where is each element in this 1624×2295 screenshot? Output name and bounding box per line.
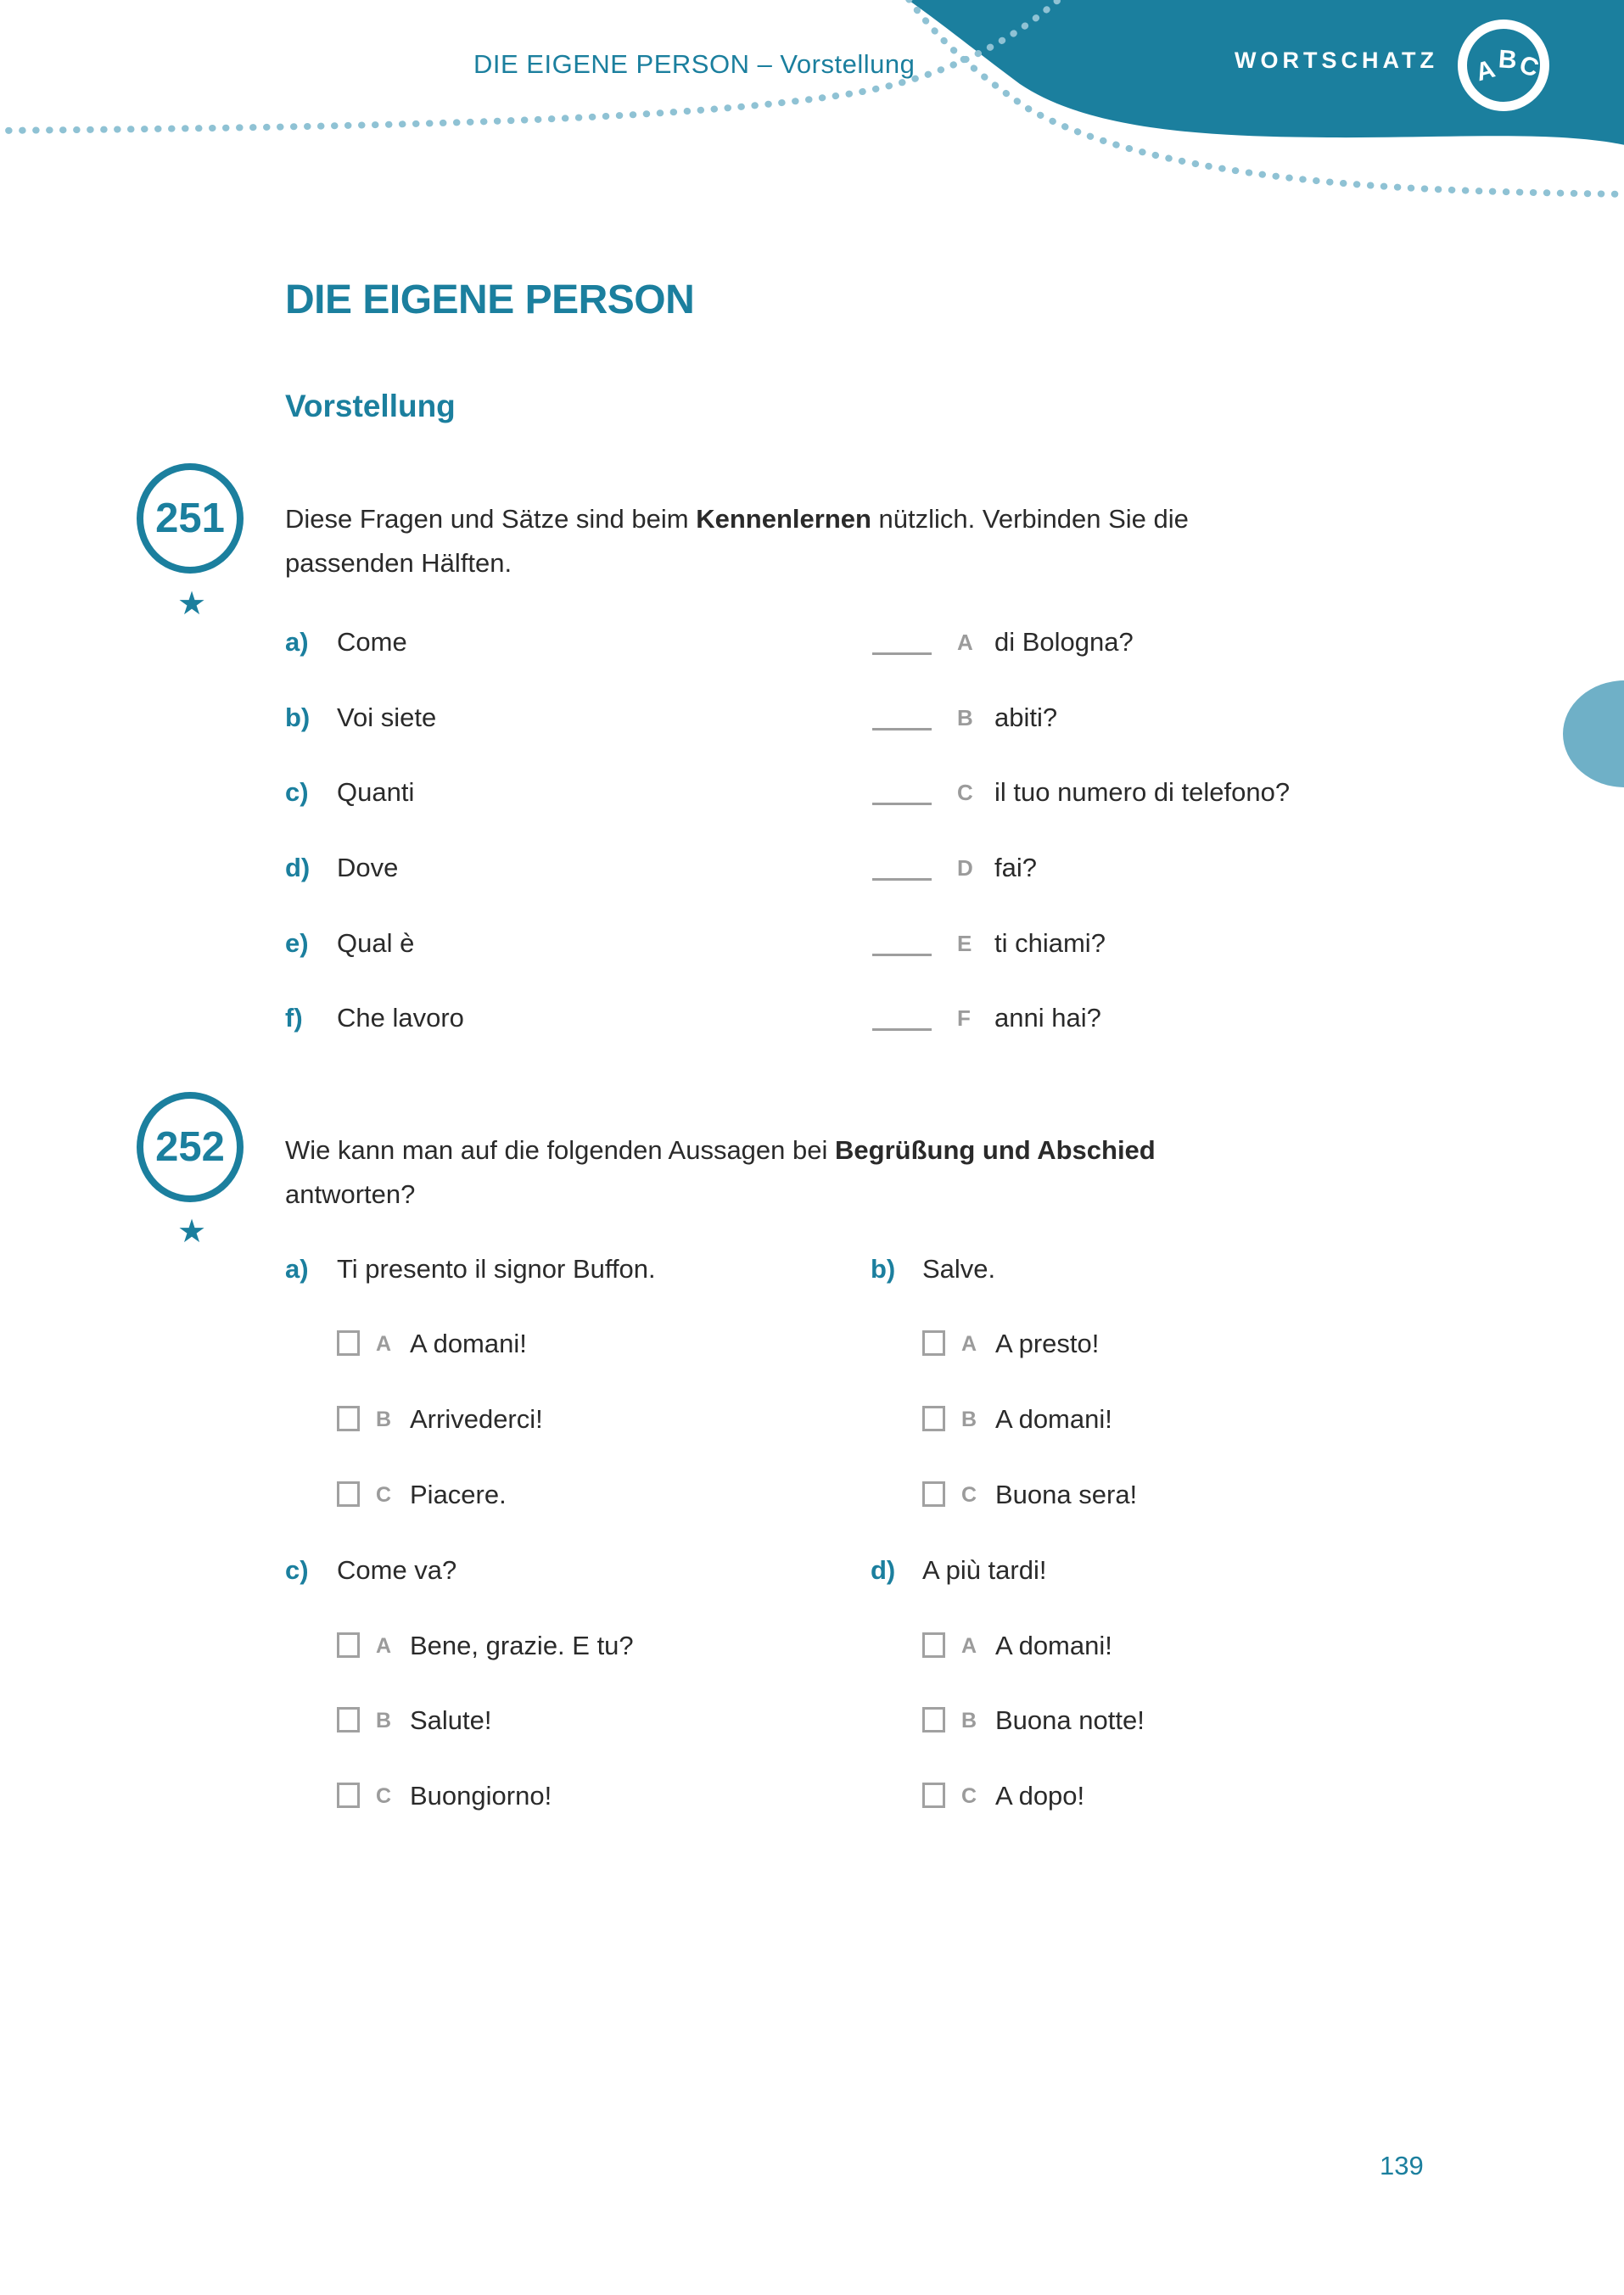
badge-letter-b: B (1497, 45, 1518, 75)
match-row (285, 770, 1558, 814)
question-letter: b) (871, 1254, 896, 1284)
question-letter: d) (871, 1555, 896, 1585)
item-text: Dove (337, 853, 399, 882)
difficulty-star-252: ★ (176, 1214, 207, 1250)
section-subtitle: Vorstellung (285, 389, 456, 423)
option-text: Buona sera! (995, 1480, 1138, 1509)
checkbox[interactable] (337, 1707, 360, 1732)
item-text: Come (337, 627, 407, 657)
answer-blank[interactable] (872, 1028, 932, 1031)
answer-option (871, 1774, 1624, 1818)
item-text: Voi siete (337, 702, 437, 732)
answer-option (871, 1322, 1624, 1366)
item-letter: d) (285, 853, 311, 882)
option-letter: A (957, 630, 973, 655)
option-text: di Bologna? (994, 627, 1134, 657)
item-text: Quanti (337, 777, 415, 807)
instruction-252-line2: antworten? (285, 1179, 416, 1209)
item-letter: f) (285, 1003, 303, 1033)
checkbox[interactable] (922, 1783, 945, 1808)
option-letter: C (376, 1784, 392, 1808)
item-letter: a) (285, 627, 309, 657)
page-number: 139 (1380, 2151, 1424, 2180)
question-text: Ti presento il signor Buffon. (337, 1254, 656, 1284)
option-letter: B (961, 1408, 977, 1431)
option-text: ti chiami? (994, 928, 1106, 958)
difficulty-star-251: ★ (176, 586, 207, 622)
answer-blank[interactable] (872, 728, 932, 730)
checkbox[interactable] (337, 1632, 360, 1658)
question-text: Come va? (337, 1555, 457, 1585)
checkbox[interactable] (922, 1330, 945, 1356)
category-label: WORTSCHATZ (1235, 48, 1438, 73)
checkbox[interactable] (922, 1632, 945, 1658)
answer-blank[interactable] (872, 954, 932, 956)
question-letter: a) (285, 1254, 309, 1284)
page-edge-tab (1563, 680, 1624, 787)
instruction-251-line1 (285, 497, 1189, 541)
checkbox[interactable] (337, 1406, 360, 1431)
option-text: A domani! (410, 1329, 527, 1358)
item-letter: b) (285, 702, 311, 732)
instruction-text: nützlich. Verbinden Sie die (871, 504, 1189, 534)
match-row (285, 921, 1558, 966)
option-text: anni hai? (994, 1003, 1101, 1033)
option-text: Bene, grazie. E tu? (410, 1631, 634, 1660)
item-letter: e) (285, 928, 309, 958)
option-text: fai? (994, 853, 1037, 882)
item-text: Che lavoro (337, 1003, 464, 1033)
option-text: Buona notte! (995, 1705, 1145, 1735)
option-letter: C (957, 780, 973, 805)
option-text: il tuo numero di telefono? (994, 777, 1291, 807)
option-text: abiti? (994, 702, 1058, 732)
instruction-text: Wie kann man auf die folgenden Aussagen bei (285, 1135, 836, 1165)
badge-letter-a: A (1472, 54, 1498, 87)
option-text: A dopo! (995, 1781, 1085, 1811)
option-letter: A (961, 1634, 977, 1658)
answer-blank[interactable] (872, 878, 932, 881)
option-letter: C (376, 1483, 392, 1507)
answer-option (871, 1699, 1624, 1743)
instruction-251-line2: passenden Hälften. (285, 548, 512, 578)
option-letter: E (957, 931, 972, 956)
checkbox[interactable] (922, 1481, 945, 1507)
exercise-number-252: 252 (137, 1092, 244, 1202)
option-letter: B (376, 1709, 392, 1732)
page-title: DIE EIGENE PERSON (285, 277, 695, 322)
option-letter: F (957, 1005, 971, 1031)
match-row (285, 846, 1558, 890)
checkbox[interactable] (337, 1783, 360, 1808)
option-text: A presto! (995, 1329, 1100, 1358)
header-decoration (0, 0, 1624, 288)
option-letter: B (961, 1709, 977, 1732)
option-letter: C (961, 1483, 977, 1507)
abc-badge-icon (1458, 20, 1549, 111)
answer-blank[interactable] (872, 803, 932, 805)
answer-option (871, 1397, 1624, 1441)
badge-letter-c: C (1515, 50, 1543, 83)
question-text: Salve. (922, 1254, 996, 1284)
instruction-text: Diese Fragen und Sätze sind beim (285, 504, 697, 534)
checkbox[interactable] (337, 1330, 360, 1356)
question-text: A più tardi! (922, 1555, 1047, 1585)
option-letter: D (957, 855, 973, 881)
instruction-bold: Kennenlernen (696, 504, 871, 534)
instruction-bold: Begrüßung und Abschied (835, 1135, 1156, 1165)
breadcrumb: DIE EIGENE PERSON – Vorstellung (473, 49, 916, 79)
exercise-number-251: 251 (137, 463, 244, 574)
answer-blank[interactable] (872, 652, 932, 655)
option-text: Arrivederci! (410, 1404, 543, 1434)
item-text: Qual è (337, 928, 415, 958)
checkbox[interactable] (337, 1481, 360, 1507)
match-row (285, 696, 1558, 740)
option-text: Salute! (410, 1705, 492, 1735)
match-row (285, 620, 1558, 664)
instruction-252-line1 (285, 1128, 1156, 1173)
answer-option (871, 1624, 1624, 1668)
option-text: Buongiorno! (410, 1781, 552, 1811)
answer-option (871, 1473, 1624, 1517)
match-row (285, 996, 1558, 1040)
option-letter: A (961, 1332, 977, 1356)
option-text: A domani! (995, 1631, 1112, 1660)
checkbox[interactable] (922, 1406, 945, 1431)
option-text: Piacere. (410, 1480, 507, 1509)
option-letter: B (957, 705, 973, 730)
option-letter: A (376, 1634, 392, 1658)
option-letter: C (961, 1784, 977, 1808)
checkbox[interactable] (922, 1707, 945, 1732)
option-letter: B (376, 1408, 392, 1431)
question-letter: c) (285, 1555, 309, 1585)
option-text: A domani! (995, 1404, 1112, 1434)
item-letter: c) (285, 777, 309, 807)
option-letter: A (376, 1332, 392, 1356)
